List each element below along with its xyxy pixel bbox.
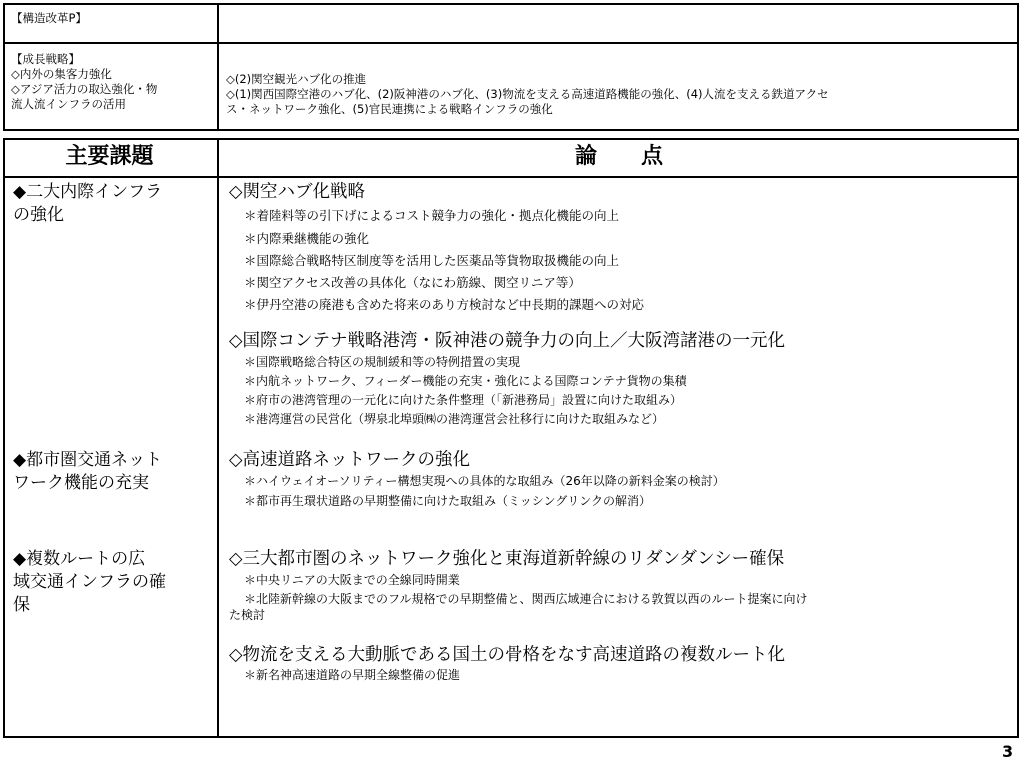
header-discussion-points: 論 点 bbox=[574, 144, 663, 169]
section-1-item-2: ＊内際乗継機能の強化 bbox=[244, 231, 370, 246]
issue-2-line-1: ◆都市圏交通ネット bbox=[13, 450, 163, 470]
top-table-divider bbox=[3, 42, 1019, 44]
issue-3-line-2: 域交通インフラの確 bbox=[13, 572, 166, 592]
growth-strategy-line-1: 【成長戦略】 bbox=[11, 52, 80, 66]
issue-3-line-1: ◆複数ルートの広 bbox=[13, 549, 146, 569]
growth-strategy-line-3: ◇アジア活力の取込強化・物 bbox=[11, 82, 158, 96]
issue-1-line-1: ◆二大内際インフラ bbox=[13, 182, 163, 202]
section-4-item-1: ＊中央リニアの大阪までの全線同時開業 bbox=[244, 573, 460, 587]
header-divider bbox=[3, 176, 1019, 178]
growth-strategy-detail-2: ◇(1)関西国際空港のハブ化、(2)阪神港のハブ化、(3)物流を支える高速道路機能の強化、(4)人流を支える鉄道アクセ bbox=[226, 87, 829, 101]
growth-strategy-detail-1: ◇(2)関空観光ハブ化の推進 bbox=[226, 72, 367, 86]
section-1-title: ◇関空ハブ化戦略 bbox=[229, 182, 365, 202]
growth-strategy-detail-3: ス・ネットワーク強化、(5)官民連携による戦略インフラの強化 bbox=[226, 102, 553, 116]
issue-1-line-2: の強化 bbox=[13, 205, 64, 225]
page-number: 3 bbox=[1002, 742, 1014, 761]
section-2-item-3: ＊府市の港湾管理の一元化に向けた条件整理（「新港務局」設置に向けた取組み） bbox=[244, 393, 683, 407]
header-main-issues: 主要課題 bbox=[65, 144, 154, 169]
main-column-divider bbox=[217, 138, 219, 738]
section-2-item-2: ＊内航ネットワーク、フィーダー機能の充実・強化による国際コンテナ貨物の集積 bbox=[244, 374, 687, 388]
top-table-column-divider bbox=[217, 3, 219, 131]
section-2-title: ◇国際コンテナ戦略港湾・阪神港の競争力の向上／大阪湾諸港の一元化 bbox=[229, 331, 785, 351]
section-1-item-5: ＊伊丹空港の廃港も含めた将来のあり方検討など中長期的課題への対応 bbox=[244, 297, 645, 312]
structural-reform-label: 【構造改革P】 bbox=[11, 11, 87, 25]
section-4-title: ◇三大都市圏のネットワーク強化と東海道新幹線のリダンダンシー確保 bbox=[229, 549, 785, 569]
section-4-item-3: た検討 bbox=[229, 608, 266, 622]
section-4-item-2: ＊北陸新幹線の大阪までのフル規格での早期整備と、関西広域連合における敦賀以西のルート提案に向け bbox=[244, 592, 808, 606]
section-2-item-4: ＊港湾運営の民営化（堺泉北埠頭㈱の港湾運営会社移行に向けた取組みなど） bbox=[244, 412, 665, 426]
growth-strategy-line-2: ◇内外の集客力強化 bbox=[11, 67, 112, 81]
issue-3-line-3: 保 bbox=[13, 595, 30, 615]
section-3-title: ◇高速道路ネットワークの強化 bbox=[229, 450, 470, 470]
section-3-item-2: ＊都市再生環状道路の早期整備に向けた取組み（ミッシングリンクの解消） bbox=[244, 494, 651, 508]
section-1-item-1: ＊着陸料等の引下げによるコスト競争力の強化・拠点化機能の向上 bbox=[244, 208, 620, 223]
section-3-item-1: ＊ハイウェイオーソリティー構想実現への具体的な取組み（26年以降の新料金案の検討） bbox=[244, 474, 725, 488]
growth-strategy-line-4: 流人流インフラの活用 bbox=[11, 97, 126, 111]
issue-2-line-2: ワーク機能の充実 bbox=[13, 473, 149, 493]
section-1-item-4: ＊関空アクセス改善の具体化（なにわ筋線、関空リニア等） bbox=[244, 275, 581, 290]
section-2-item-1: ＊国際戦略総合特区の規制緩和等の特例措置の実現 bbox=[244, 355, 521, 369]
section-5-item-1: ＊新名神高速道路の早期全線整備の促進 bbox=[244, 668, 461, 682]
section-5-title: ◇物流を支える大動脈である国土の骨格をなす高速道路の複数ルート化 bbox=[229, 645, 785, 665]
section-1-item-3: ＊国際総合戦略特区制度等を活用した医薬品等貨物取扱機能の向上 bbox=[244, 253, 620, 268]
